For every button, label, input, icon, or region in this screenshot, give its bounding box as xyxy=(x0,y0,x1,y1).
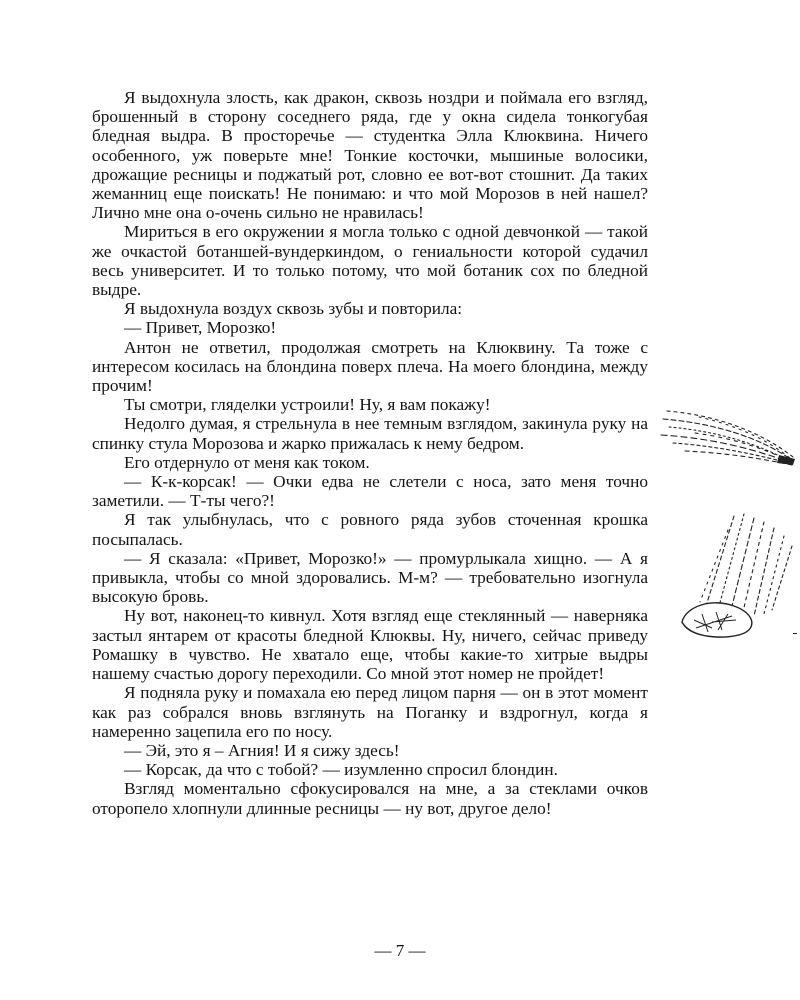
paragraph: Я так улыбнулась, что с ровного ряда зубов сточенная крошка посыпалась. xyxy=(92,510,648,549)
main-text xyxy=(92,88,648,818)
speed-streak-icon xyxy=(655,405,800,470)
falling-meteor-icon xyxy=(672,510,800,642)
paragraph: Я подняла руку и помахала ею перед лицом парня — он в этот момент как раз собрался вновь взглянуть на Поганку и вздрогнул, когда я намеренно зацепила его по носу. xyxy=(92,683,648,741)
paragraph: Ты смотри, гляделки устроили! Ну, я вам покажу! xyxy=(124,395,491,415)
paragraph: Мириться в его окружении я могла только с одной девчонкой — такой же очкастой ботаншей-вундеркиндом, о гениальности которой судачил весь университет. И то только потому, что мой ботаник сох по бледной выдре. xyxy=(92,222,648,300)
page-number: — 7 — xyxy=(374,941,426,960)
paragraph: Антон не ответил, продолжая смотреть на Клюквину. Та тоже с интересом косилась на блондина поверх плеча. На моего блондина, между прочим! xyxy=(92,337,648,396)
paragraph: Взгляд моментально сфокусировался на мне, а за стеклами очков оторопело хлопнули длинные ресницы — ну вот, другое дело! xyxy=(92,779,648,818)
paragraph: — Привет, Морозко! xyxy=(124,318,277,338)
paragraph: — Я сказала: «Привет, Морозко!» — промурлыкала хищно. — А я привыкла, чтобы со мной здоровались. М-м? — требовательно изогнула высокую бровь. xyxy=(92,548,648,607)
paragraph: Его отдернуло от меня как током. xyxy=(124,452,370,472)
paragraph: Я выдохнула воздух сквозь зубы и повторила: xyxy=(124,299,463,319)
paragraph: Я выдохнула злость, как дракон, сквозь ноздри и поймала его взгляд, брошенный в сторону соседнего ряда, где у окна сидела тонкогубая бледная выдра. В просторечье — студентка Элла Клюквина. Ничего особенного, уж поверьте мне! Тонкие косточки, мышиные волосики, дрожащие ресницы и поджатый рот, словно ее вот-вот стошнит. Да таких жеманниц еще поискать! Не понимаю: и что мой Морозов в ней нашел? Лично мне она о-очень сильно не нравилась! xyxy=(92,88,648,223)
paragraph: — Корсак, да что с тобой? — изумленно спросил блондин. xyxy=(124,760,558,780)
paragraph: — К-к-корсак! — Очки едва не слетели с носа, зато меня точно заметили. — Т-ты чего?! xyxy=(92,472,648,511)
margin-dash xyxy=(793,633,797,634)
paragraph: — Эй, это я – Агния! И я сижу здесь! xyxy=(124,740,400,760)
paragraph: Недолго думая, я стрельнула в нее темным взглядом, закинула руку на спинку стула Морозова и жарко прижалась к нему бедром. xyxy=(92,414,648,453)
paragraph: Ну вот, наконец-то кивнул. Хотя взгляд еще стеклянный — наверняка застыл янтарем от красоты бледной Клюквы. Ну, ничего, сейчас приведу Ромашку в чувство. Не хватало еще, чтобы какие-то хитрые выдры нашему счастью дорогу переходили. Со мной этот номер не пройдет! xyxy=(92,606,648,684)
